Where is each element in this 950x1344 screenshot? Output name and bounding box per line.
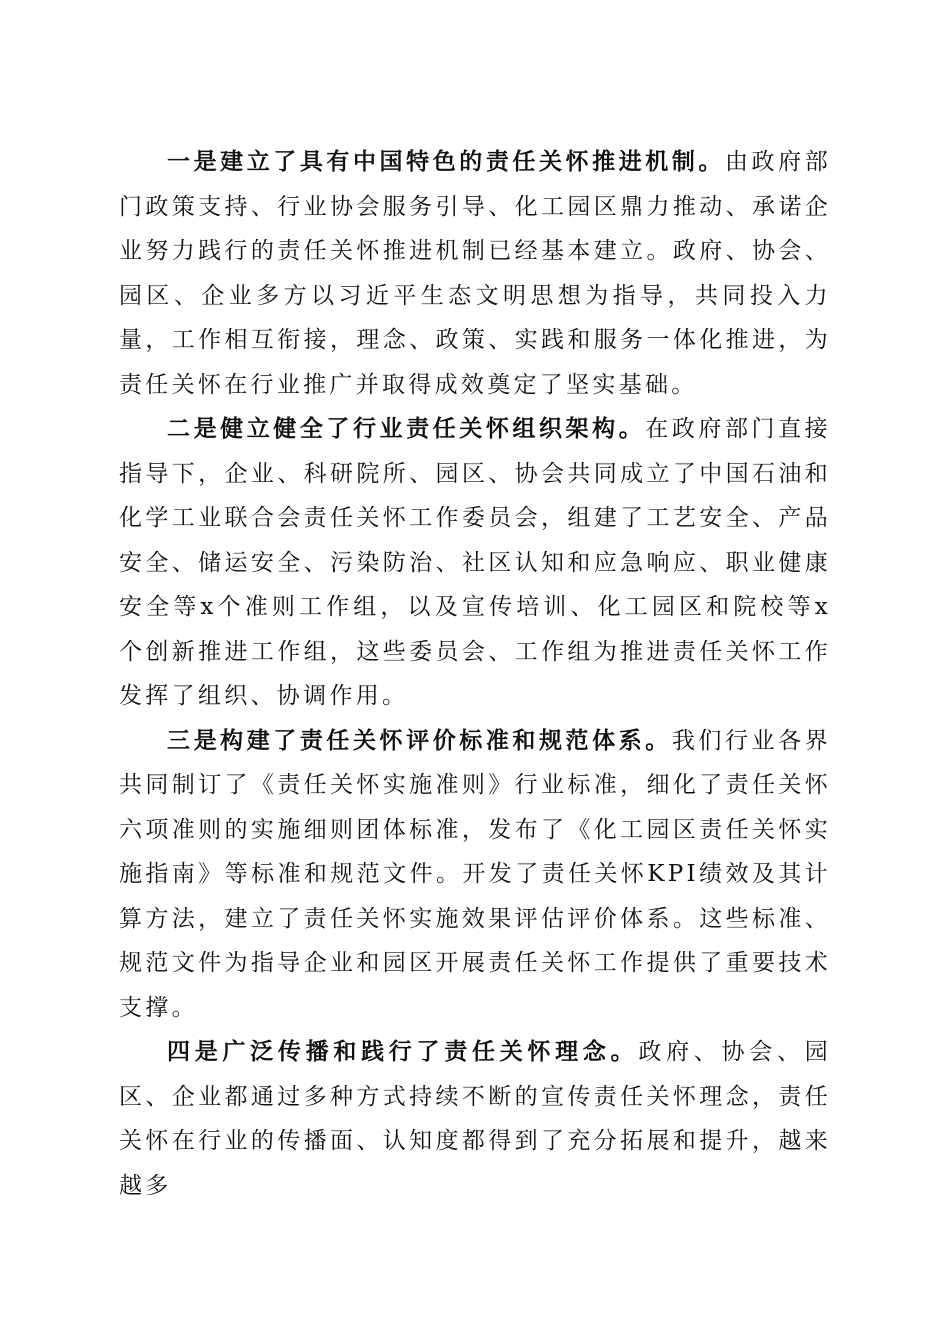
paragraph-1-body: 由政府部门政策支持、行业协会服务引导、化工园区鼎力推动、承诺企业努力践行的责任关怀推进机制已经基本建立。政府、协会、园区、企业多方以习近平生态文明思想为指导，共同投入力量，工作相互衔接，理念、政策、实践和服务一体化推进，为责任关怀在行业推广并取得成效奠定了坚实基础。 [119,149,831,398]
paragraph-2 [119,407,831,719]
paragraph-2-body: 在政府部门直接指导下，企业、科研院所、园区、协会共同成立了中国石油和化学工业联合会责任关怀工作委员会，组建了工艺安全、产品安全、储运安全、污染防治、社区认知和应急响应、职业健康安全等x个准则工作组，以及宣传培训、化工园区和院校等x个创新推进工作组，这些委员会、工作组为推进责任关怀工作发挥了组织、协调作用。 [119,416,831,709]
paragraph-3 [119,719,831,1031]
paragraph-1-lead: 一是建立了具有中国特色的责任关怀推进机制。 [167,148,725,175]
paragraph-4 [119,1030,831,1208]
paragraph-2-lead: 二是健立健全了行业责任关怀组织架构。 [167,415,646,442]
paragraph-4-lead: 四是广泛传播和践行了责任关怀理念。 [167,1038,639,1065]
paragraph-3-lead: 三是构建了责任关怀评价标准和规范体系。 [167,726,672,754]
paragraph-3-body: 我们行业各界共同制订了《责任关怀实施准则》行业标准，细化了责任关怀六项准则的实施细则团体标准，发布了《化工园区责任关怀实施指南》等标准和规范文件。开发了责任关怀KPI绩效及其计算方法，建立了责任关怀实施效果评估评价体系。这些标准、规范文件为指导企业和园区开展责任关怀工作提供了重要技术支撑。 [119,727,831,1021]
paragraph-4-body: 政府、协会、园区、企业都通过多种方式持续不断的宣传责任关怀理念，责任关怀在行业的传播面、认知度都得到了充分拓展和提升，越来越多 [119,1039,831,1199]
document-body [119,140,831,1208]
paragraph-1 [119,140,831,407]
